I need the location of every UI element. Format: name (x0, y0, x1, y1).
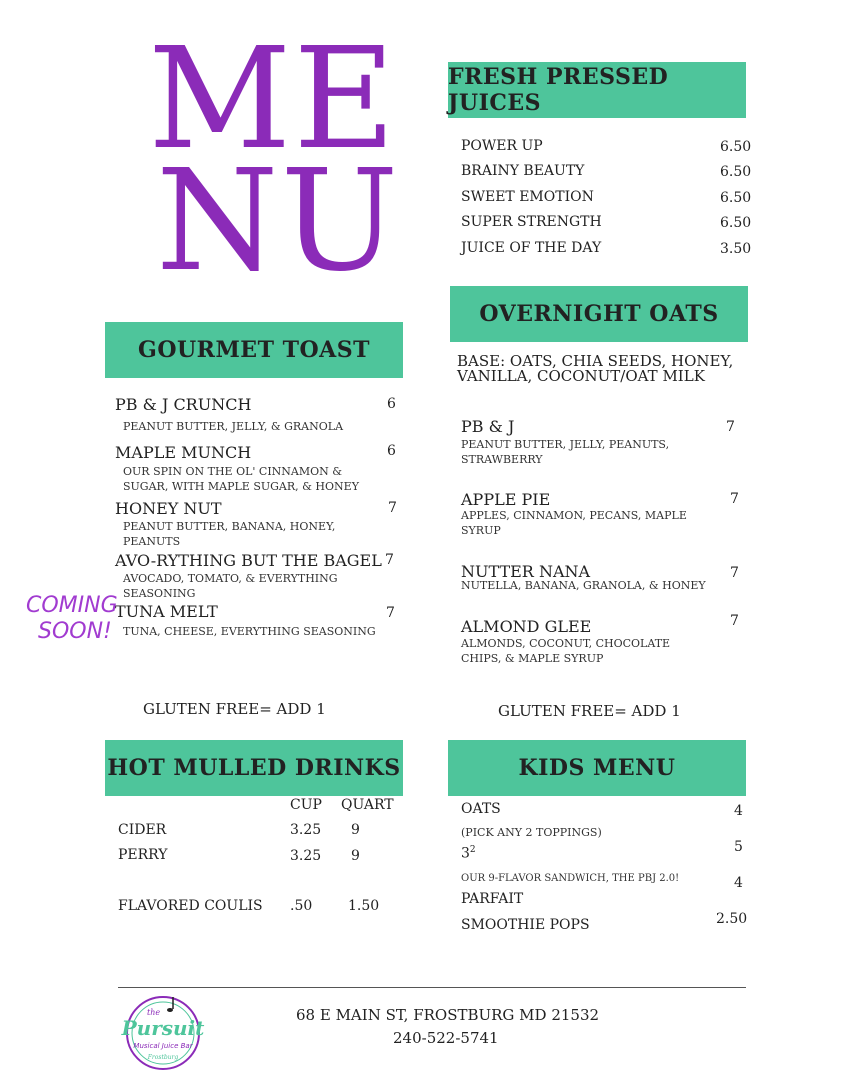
list-item: OATS (461, 801, 501, 817)
list-item: TUNA MELT (115, 602, 218, 621)
list-item: PB & J CRUNCH (115, 395, 252, 414)
logo-text-top: the (147, 1008, 161, 1017)
juices-heading: FRESH PRESSED JUICES (448, 62, 746, 118)
pursuit-logo (113, 993, 213, 1073)
toast-gluten-free-note: GLUTEN FREE= ADD 1 (143, 700, 326, 718)
list-item: APPLE PIE (461, 490, 551, 509)
table-row-name: PERRY (118, 847, 168, 863)
coming-soon-line2: SOON! (38, 619, 112, 644)
list-item: JUICE OF THE DAY (461, 240, 602, 256)
list-item: POWER UP (461, 138, 543, 154)
item-price: 6 (387, 443, 396, 459)
oats-base: BASE: OATS, CHIA SEEDS, HONEY, VANILLA, COCONUT/OAT MILK (457, 352, 734, 385)
oats-heading: OVERNIGHT OATS (450, 286, 748, 342)
item-price: 7 (386, 605, 395, 621)
item-price: 6.50 (720, 164, 752, 180)
item-description: PEANUT BUTTER, JELLY, & GRANOLA (123, 420, 344, 433)
item-price: 6.50 (720, 190, 752, 206)
list-item: BRAINY BEAUTY (461, 163, 585, 179)
item-price: 7 (730, 613, 739, 629)
coming-soon-line1: COMING (26, 593, 118, 618)
item-price: 7 (385, 552, 394, 568)
item-price: 4 (734, 803, 743, 819)
item-price: 7 (730, 491, 739, 507)
table-row-name: FLAVORED COULIS (118, 898, 263, 914)
item-price: 6.50 (720, 139, 752, 155)
list-item: PB & J (461, 417, 515, 436)
list-item: NUTTER NANA (461, 562, 591, 581)
kids-heading: KIDS MENU (448, 740, 746, 796)
item-price: 5 (734, 839, 743, 855)
list-item: SMOOTHIE POPS (461, 917, 590, 933)
footer-divider (118, 987, 746, 988)
item-superscript: 2 (469, 845, 476, 855)
list-item: HONEY NUT (115, 499, 222, 518)
column-header-cup: CUP (290, 797, 322, 813)
list-item: SUPER STRENGTH (461, 214, 602, 230)
logo-text-sub: Musical Juice Bar (133, 1042, 193, 1050)
item-description: PEANUT BUTTER, JELLY, PEANUTS, STRAWBERRY (461, 438, 670, 466)
table-cell-cup: .50 (290, 898, 313, 914)
item-price: 6.50 (720, 215, 752, 231)
item-price: 3.50 (720, 241, 752, 257)
item-price: 4 (734, 875, 743, 891)
logo-graphic (113, 993, 213, 1073)
item-name: 3 (461, 845, 470, 862)
item-price: 6 (387, 396, 396, 412)
hot-drinks-heading: HOT MULLED DRINKS (105, 740, 403, 796)
item-description: APPLES, CINNAMON, PECANS, MAPLE SYRUP (461, 509, 687, 537)
item-description: NUTELLA, BANANA, GRANOLA, & HONEY (461, 579, 706, 592)
item-price: 7 (388, 500, 397, 516)
item-description: AVOCADO, TOMATO, & EVERYTHING SEASONING (123, 572, 338, 600)
list-item: PARFAIT (461, 891, 524, 907)
item-price: 7 (726, 419, 735, 435)
oats-gluten-free-note: GLUTEN FREE= ADD 1 (498, 702, 681, 720)
list-item: SWEET EMOTION (461, 189, 594, 205)
logo-text-main: Pursuit (121, 1016, 205, 1040)
menu-title-line1: ME (148, 18, 398, 181)
list-item: AVO-RYTHING BUT THE BAGEL (115, 551, 382, 570)
column-header-quart: QUART (341, 797, 394, 813)
table-cell-cup: 3.25 (290, 822, 322, 838)
table-cell-quart: 1.50 (348, 898, 380, 914)
menu-title-line2: NU (156, 140, 401, 303)
footer-address: 68 E MAIN ST, FROSTBURG MD 21532 (296, 1006, 600, 1024)
item-description: PEANUT BUTTER, BANANA, HONEY, PEANUTS (123, 520, 336, 548)
item-description: ALMONDS, COCONUT, CHOCOLATE CHIPS, & MAPLE SYRUP (461, 637, 671, 665)
item-note: OUR 9-FLAVOR SANDWICH, THE PBJ 2.0! (461, 873, 680, 884)
list-item: ALMOND GLEE (461, 617, 592, 636)
item-description: TUNA, CHEESE, EVERYTHING SEASONING (123, 625, 376, 638)
footer-phone: 240-522-5741 (393, 1029, 499, 1047)
item-price: 7 (730, 565, 739, 581)
list-item (461, 845, 476, 862)
table-cell-quart: 9 (351, 822, 360, 838)
list-item: MAPLE MUNCH (115, 443, 252, 462)
toast-heading: GOURMET TOAST (105, 322, 403, 378)
table-cell-cup: 3.25 (290, 848, 322, 864)
table-cell-quart: 9 (351, 848, 360, 864)
item-description: OUR SPIN ON THE OL' CINNAMON & SUGAR, WITH MAPLE SUGAR, & HONEY (123, 465, 359, 493)
coming-soon-label (26, 593, 118, 645)
item-note: (PICK ANY 2 TOPPINGS) (461, 826, 602, 839)
table-row-name: CIDER (118, 822, 167, 838)
item-price: 2.50 (716, 911, 748, 927)
logo-text-city: Frostburg (147, 1054, 179, 1061)
